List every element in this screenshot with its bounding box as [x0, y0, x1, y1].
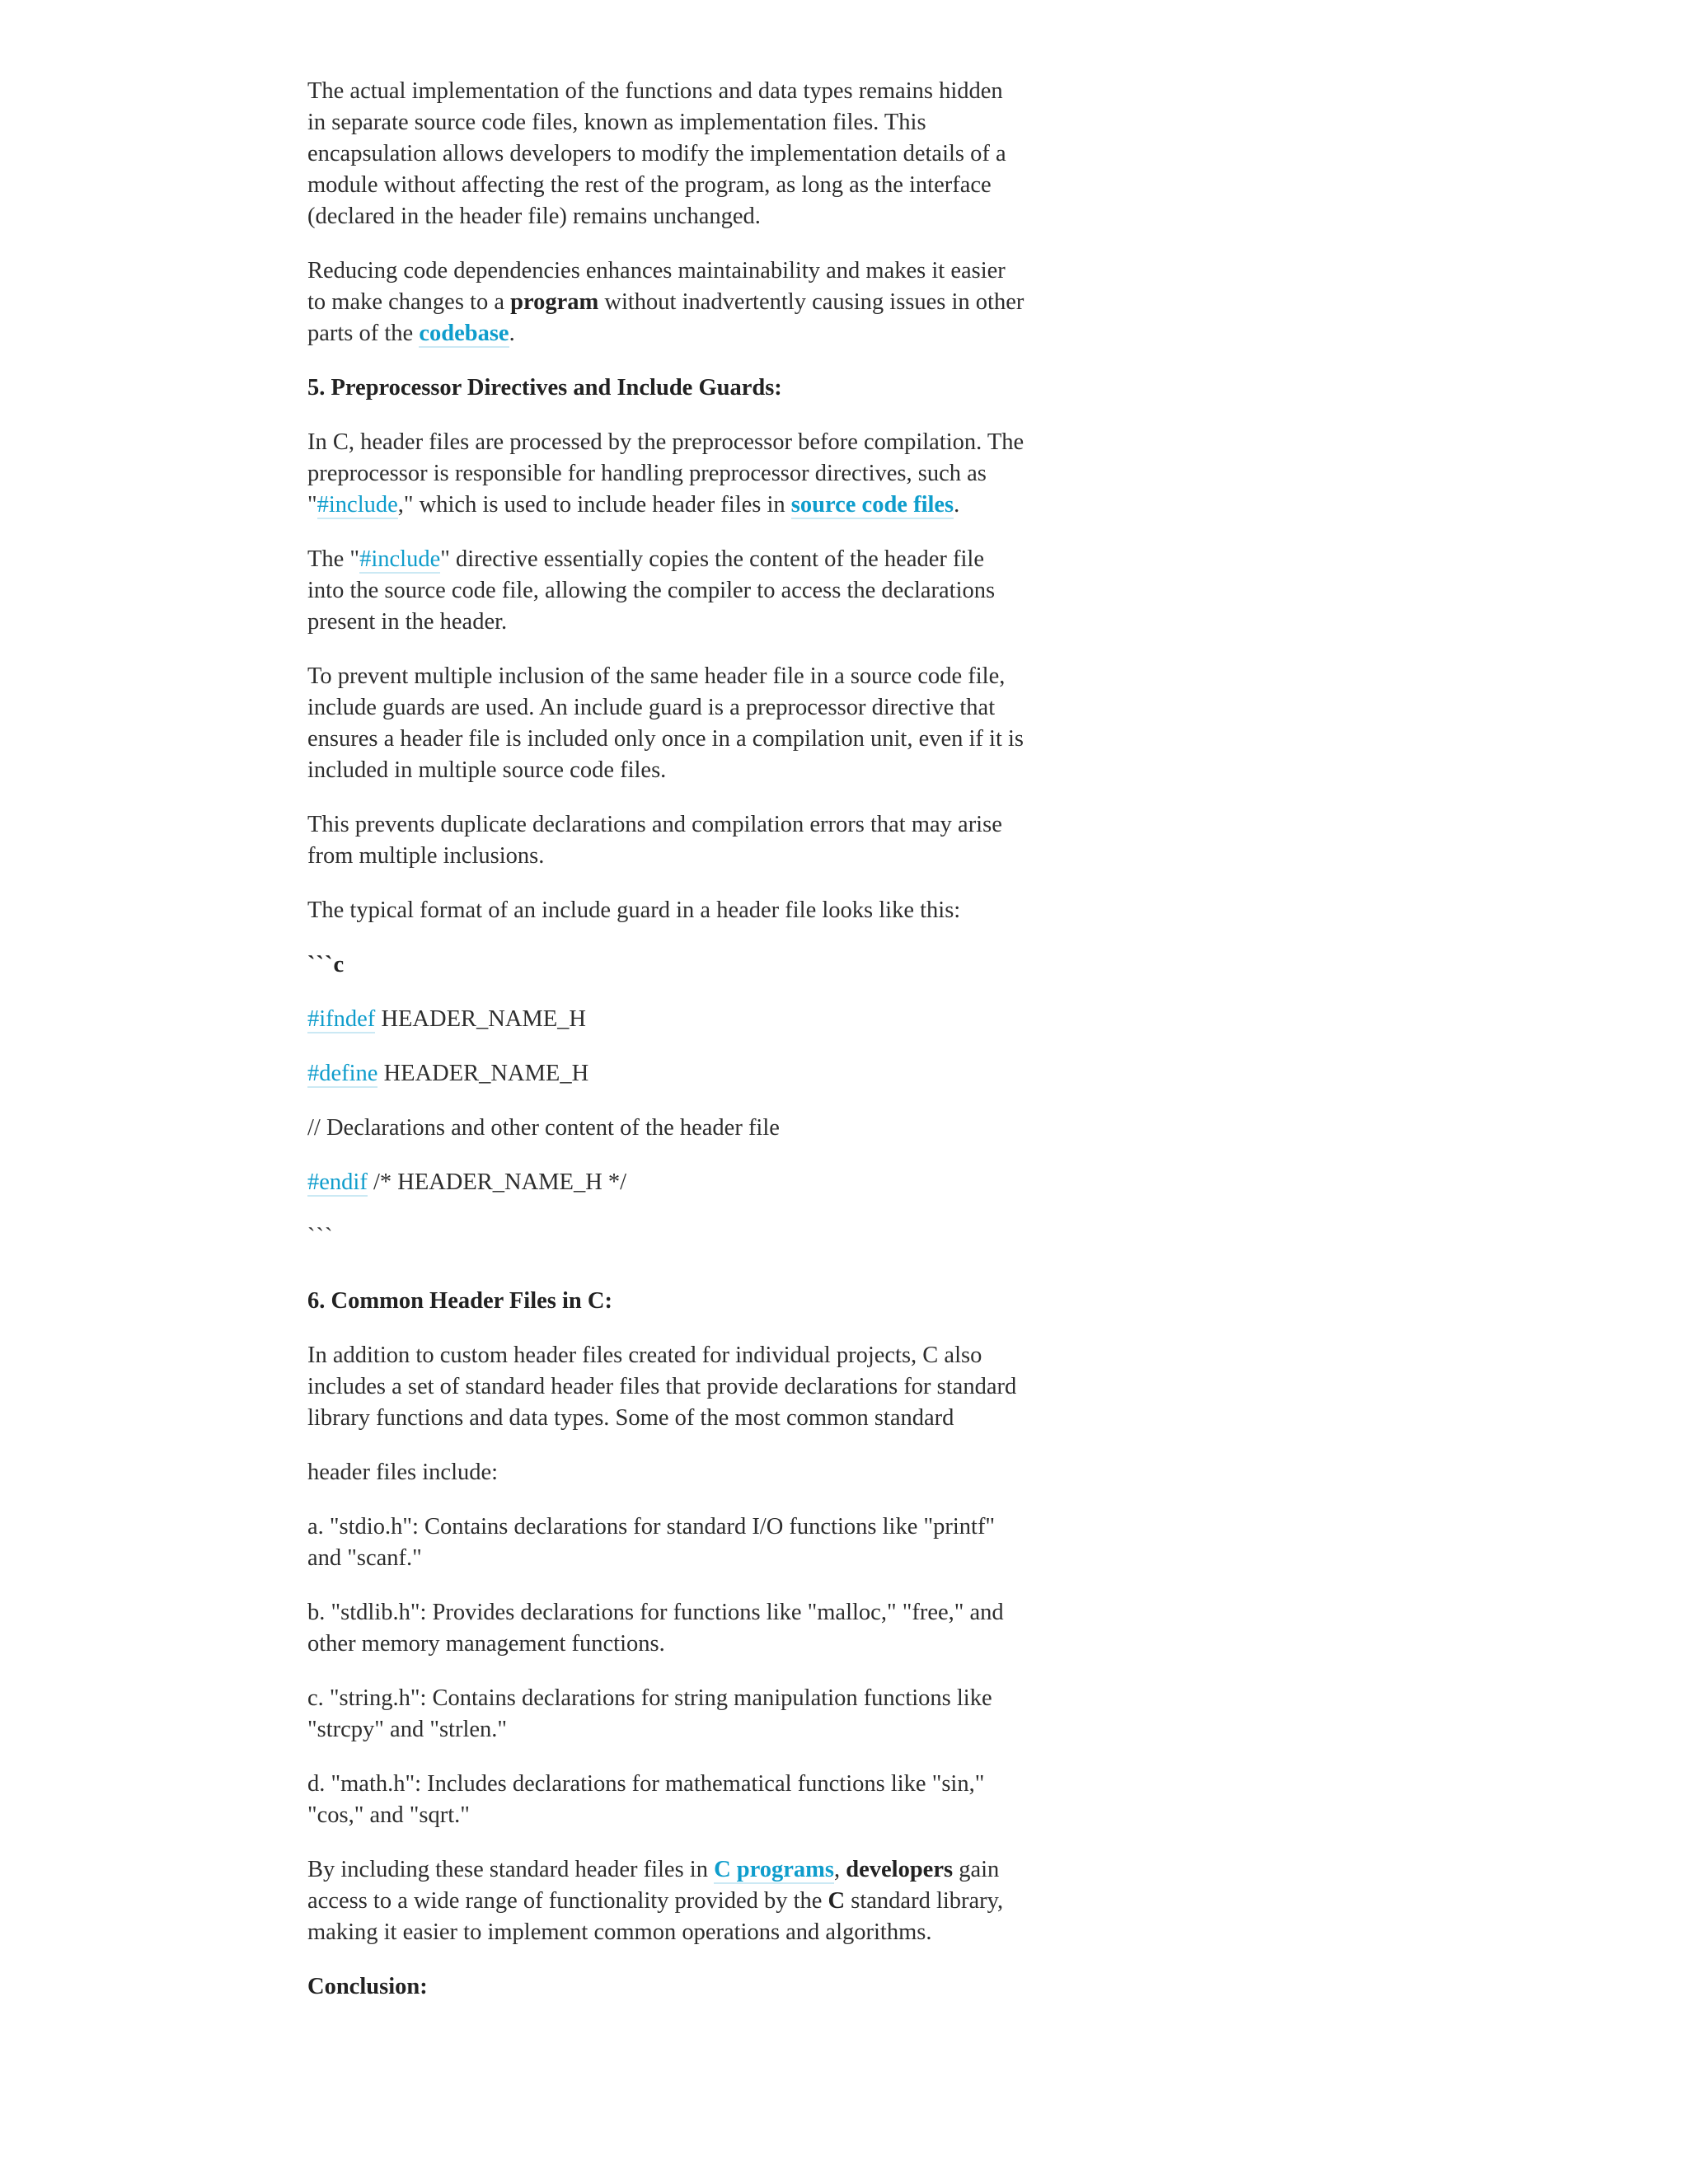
heading-text: Conclusion: — [307, 1974, 428, 1999]
heading-conclusion — [307, 1971, 1025, 2003]
text: . — [509, 321, 515, 346]
bold-c: C — [828, 1888, 846, 1914]
heading-text: 6. Common Header Files in C: — [307, 1288, 612, 1314]
paragraph-summary — [307, 1854, 1025, 1948]
code-close: ``` — [307, 1224, 334, 1249]
text: In C, header files are processed by the preprocessor before compilation. The preprocessor is responsible for handling preprocessor directives, such as " — [307, 429, 1025, 518]
link-source-code-files[interactable]: source code files — [790, 492, 954, 518]
paragraph-include-directive — [307, 544, 1025, 638]
text: /* HEADER_NAME_H */ — [367, 1169, 627, 1195]
list-item-stdlib: b. "stdlib.h": Provides declarations for functions like "malloc," "free," and other memory management functions. — [307, 1600, 1004, 1657]
link-include[interactable]: #include — [316, 492, 398, 518]
link-define[interactable]: #define — [307, 1061, 378, 1086]
list-item-string: c. "string.h": Contains declarations for string manipulation functions like "strcpy" and "strlen." — [307, 1685, 992, 1742]
code-endif — [307, 1167, 1025, 1198]
text: gain access to a wide range of functionality provided by the — [307, 1857, 1000, 1914]
link-ifndef[interactable]: #ifndef — [307, 1006, 376, 1032]
code-comment: // Declarations and other content of the header file — [307, 1115, 780, 1141]
code-open — [307, 949, 1025, 981]
text: HEADER_NAME_H — [377, 1061, 589, 1086]
paragraph-format: The typical format of an include guard in a header file looks like this: — [307, 898, 961, 923]
text: without inadvertently causing issues in other parts of the — [307, 289, 1025, 346]
text: " directive essentially copies the content of the header file into the source code file, allowing the compiler to access the declarations present in the header. — [307, 546, 996, 635]
text: Reducing code dependencies enhances maintainability and makes it easier to make changes to a — [307, 258, 1006, 315]
text: By including these standard header files in — [307, 1857, 715, 1882]
text: ," which is used to include header files in — [397, 492, 791, 518]
paragraph-standard-headers: In addition to custom header files created for individual projects, C also includes a set of standard header files that provide declarations for standard library functions and data types. Some of the most common standard — [307, 1343, 1017, 1431]
code-fence: ```c — [307, 952, 345, 977]
list-item-stdio: a. "stdio.h": Contains declarations for standard I/O functions like "printf" and "scanf." — [307, 1514, 996, 1571]
code-define — [307, 1058, 1025, 1090]
text: , — [834, 1857, 846, 1882]
text: The " — [307, 546, 360, 572]
paragraph-preprocessor — [307, 427, 1025, 521]
link-c-programs[interactable]: C programs — [714, 1857, 835, 1882]
heading-preprocessor — [307, 373, 1025, 404]
paragraph-header-files-include: header files include: — [307, 1460, 499, 1485]
heading-common-headers — [307, 1286, 1025, 1317]
text: HEADER_NAME_H — [375, 1006, 587, 1032]
list-item-math: d. "math.h": Includes declarations for mathematical functions like "sin," "cos," and "sqrt." — [307, 1771, 985, 1828]
text: standard library, making it easier to implement common operations and algorithms. — [307, 1888, 1004, 1945]
paragraph-duplicates: This prevents duplicate declarations and compilation errors that may arise from multiple inclusions. — [307, 812, 1002, 869]
bold-developers: developers — [846, 1857, 954, 1882]
article-body — [307, 76, 1025, 2026]
heading-text: 5. Preprocessor Directives and Include Guards: — [307, 375, 782, 401]
bold-program: program — [510, 289, 599, 315]
code-ifndef — [307, 1004, 1025, 1035]
link-codebase[interactable]: codebase — [419, 321, 509, 346]
link-include[interactable]: #include — [359, 546, 441, 572]
paragraph-implementation: The actual implementation of the functions and data types remains hidden in separate source code files, known as implementation files. This encapsulation allows developers to modify the implementation details of a module without affecting the rest of the program, as long as the interface (declared in the header file) remains unchanged. — [307, 78, 1006, 229]
paragraph-include-guards: To prevent multiple inclusion of the same header file in a source code file, include guards are used. An include guard is a preprocessor directive that ensures a header file is included only once in a compilation unit, even if it is included in multiple source code files. — [307, 663, 1024, 783]
text: . — [954, 492, 960, 518]
paragraph-dependencies — [307, 255, 1025, 349]
link-endif[interactable]: #endif — [307, 1169, 368, 1195]
